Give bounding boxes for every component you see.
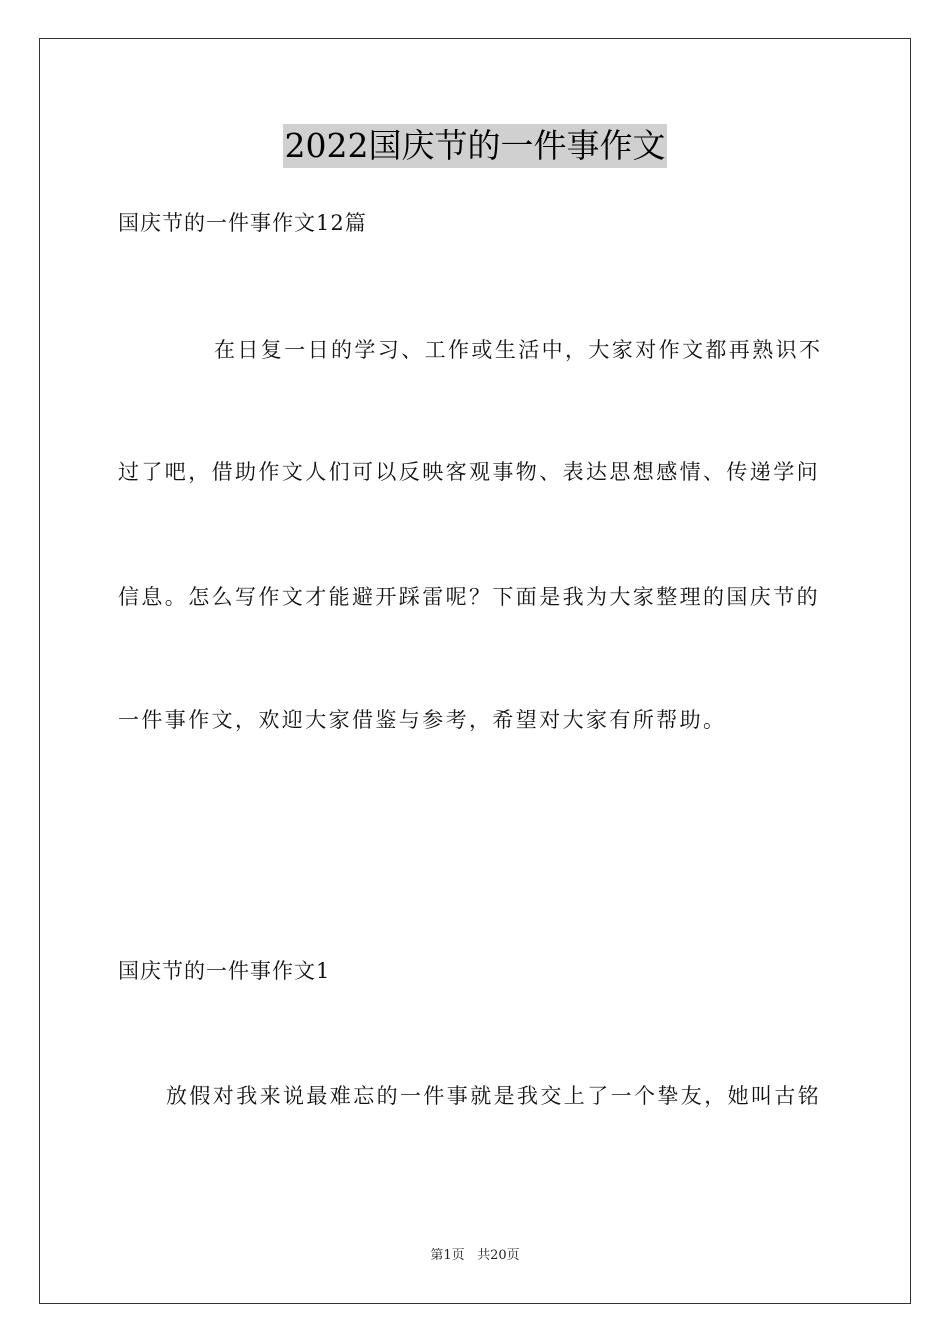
intro-line-2: 过了吧，借助作文人们可以反映客观事物、表达思想感情、传递学问 (118, 460, 820, 484)
document-title: 2022国庆节的一件事作文 (283, 124, 668, 168)
intro-line-3: 信息。怎么写作文才能避开踩雷呢？下面是我为大家整理的国庆节的 (118, 585, 820, 609)
section-line-1: 放假对我来说最难忘的一件事就是我交上了一个挚友，她叫古铭 (166, 1084, 822, 1108)
page-total: 共20页 (477, 1248, 520, 1263)
title-container (0, 124, 950, 168)
document-subtitle: 国庆节的一件事作文12篇 (118, 211, 367, 235)
intro-line-1: 在日复一日的学习、工作或生活中，大家对作文都再熟识不 (214, 338, 823, 362)
section-heading: 国庆节的一件事作文1 (118, 959, 331, 983)
page-footer (0, 1246, 950, 1266)
intro-line-4: 一件事作文，欢迎大家借鉴与参考，希望对大家有所帮助。 (118, 708, 727, 732)
page-number: 第1页 (430, 1248, 465, 1263)
